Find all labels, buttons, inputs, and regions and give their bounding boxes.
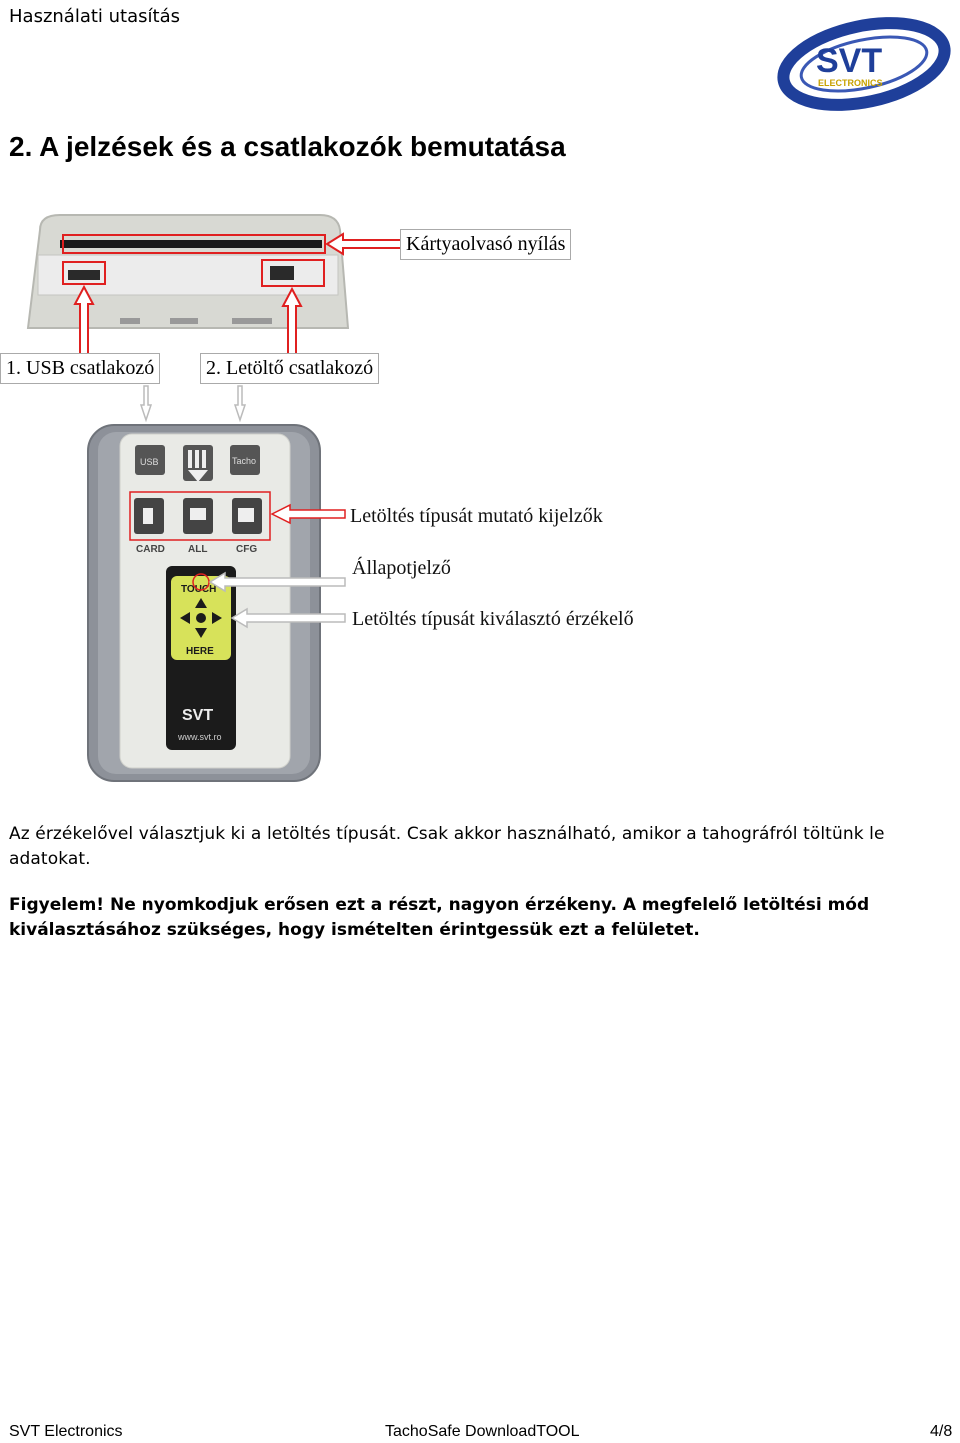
header-title: Használati utasítás xyxy=(9,6,180,27)
footer-product: TachoSafe DownloadTOOL xyxy=(385,1423,580,1440)
card-slot-arrow xyxy=(327,234,402,254)
usb-connector-label: 1. USB csatlakozó xyxy=(0,353,160,384)
svg-text:CFG: CFG xyxy=(236,544,258,555)
indicators-label: Letöltés típusát mutató kijelzők xyxy=(350,505,603,527)
usb-port xyxy=(68,270,100,280)
status-indicator-label: Állapotjelző xyxy=(352,557,451,579)
section-heading: 2. A jelzések és a csatlakozók bemutatása xyxy=(9,131,566,162)
card-slot xyxy=(60,240,322,248)
footer-company: SVT Electronics xyxy=(9,1423,123,1440)
svg-text:www.svt.ro: www.svt.ro xyxy=(178,732,222,742)
sensor-label: Letöltés típusát kiválasztó érzékelő xyxy=(352,608,634,630)
footer-page-number: 4/8 xyxy=(930,1423,953,1440)
logo-subtext: ELECTRONICS xyxy=(818,78,883,88)
card-slot-label: Kártyaolvasó nyílás xyxy=(400,229,571,260)
logo-text: SVT xyxy=(816,42,883,80)
svt-electronics-logo xyxy=(772,12,952,117)
svg-text:SVT: SVT xyxy=(182,707,214,724)
download-connector-label: 2. Letöltő csatlakozó xyxy=(200,353,379,384)
svg-text:Tacho: Tacho xyxy=(232,456,257,466)
warning-paragraph: Figyelem! Ne nyomkodjuk erősen ezt a részt, nagyon érzékeny. A megfelelő letöltési mód kiválasztásához szükséges, hogy ismételten érintgessük ezt a felületet. xyxy=(9,895,870,940)
svg-text:CARD: CARD xyxy=(136,544,165,555)
device-front-figure xyxy=(0,420,960,790)
svg-text:TOUCH: TOUCH xyxy=(181,584,217,595)
description-paragraph: Az érzékelővel választjuk ki a letöltés típusát. Csak akkor használható, amikor a tahográfról töltünk le adatokat. xyxy=(9,824,885,869)
svg-text:ALL: ALL xyxy=(188,544,208,555)
svg-text:HERE: HERE xyxy=(186,646,214,657)
svg-text:USB: USB xyxy=(140,457,159,467)
download-port xyxy=(270,266,294,280)
